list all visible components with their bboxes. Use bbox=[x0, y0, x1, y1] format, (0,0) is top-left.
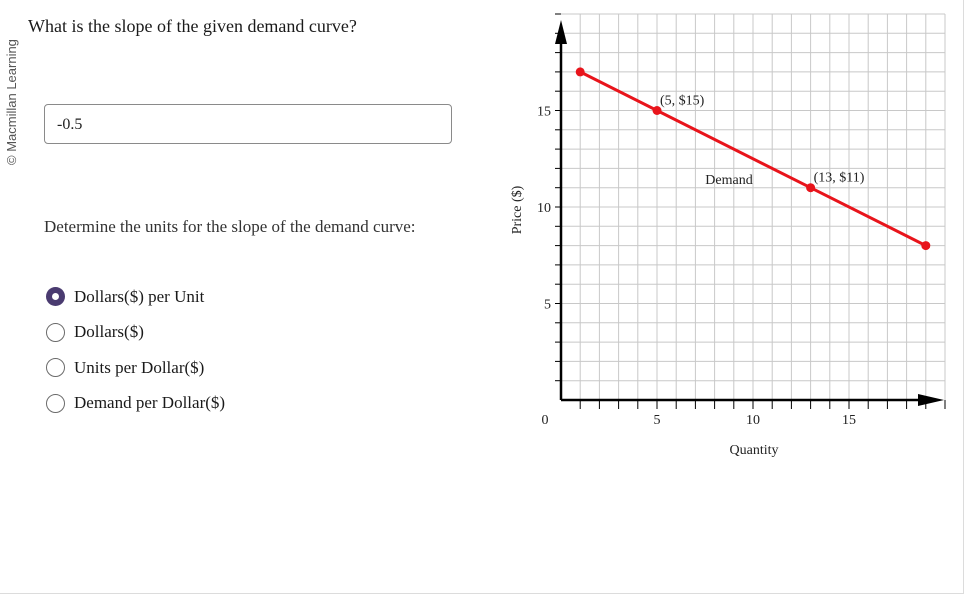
option-label: Dollars($) bbox=[74, 322, 144, 342]
units-prompt: Determine the units for the slope of the demand curve: bbox=[44, 217, 416, 236]
series-label-demand: Demand bbox=[705, 173, 753, 188]
question-text: What is the slope of the given demand curve? bbox=[28, 16, 357, 36]
option-label: Demand per Dollar($) bbox=[74, 393, 226, 413]
x-axis-arrow bbox=[918, 394, 944, 406]
y-tick-label: 10 bbox=[537, 201, 551, 216]
chart-labels bbox=[510, 94, 865, 459]
y-tick-label: 5 bbox=[544, 297, 551, 313]
copyright-credit: © Macmillan Learning bbox=[4, 39, 19, 165]
x-tick-label: 15 bbox=[842, 413, 856, 428]
x-tick-label: 10 bbox=[746, 413, 760, 428]
option-label: Units per Dollar($) bbox=[74, 357, 205, 377]
demand-curve-point bbox=[921, 241, 930, 250]
point-annotation: (5, $15) bbox=[660, 93, 705, 109]
y-tick-label: 15 bbox=[537, 104, 551, 120]
x-axis-label: Quantity bbox=[729, 443, 779, 458]
y-axis-label: Price ($) bbox=[510, 185, 525, 235]
origin-label: 0 bbox=[541, 413, 549, 428]
chart-grid bbox=[561, 14, 945, 400]
chart-ticks bbox=[537, 14, 945, 428]
chart-axes bbox=[555, 20, 944, 406]
demand-curve-point bbox=[576, 67, 585, 76]
slope-answer-value: -0.5 bbox=[57, 116, 83, 133]
option-label: Dollars($) per Unit bbox=[74, 286, 205, 306]
x-tick-label: 5 bbox=[653, 413, 661, 428]
point-annotation: (13, $11) bbox=[813, 170, 865, 186]
y-axis-arrow bbox=[555, 20, 567, 44]
